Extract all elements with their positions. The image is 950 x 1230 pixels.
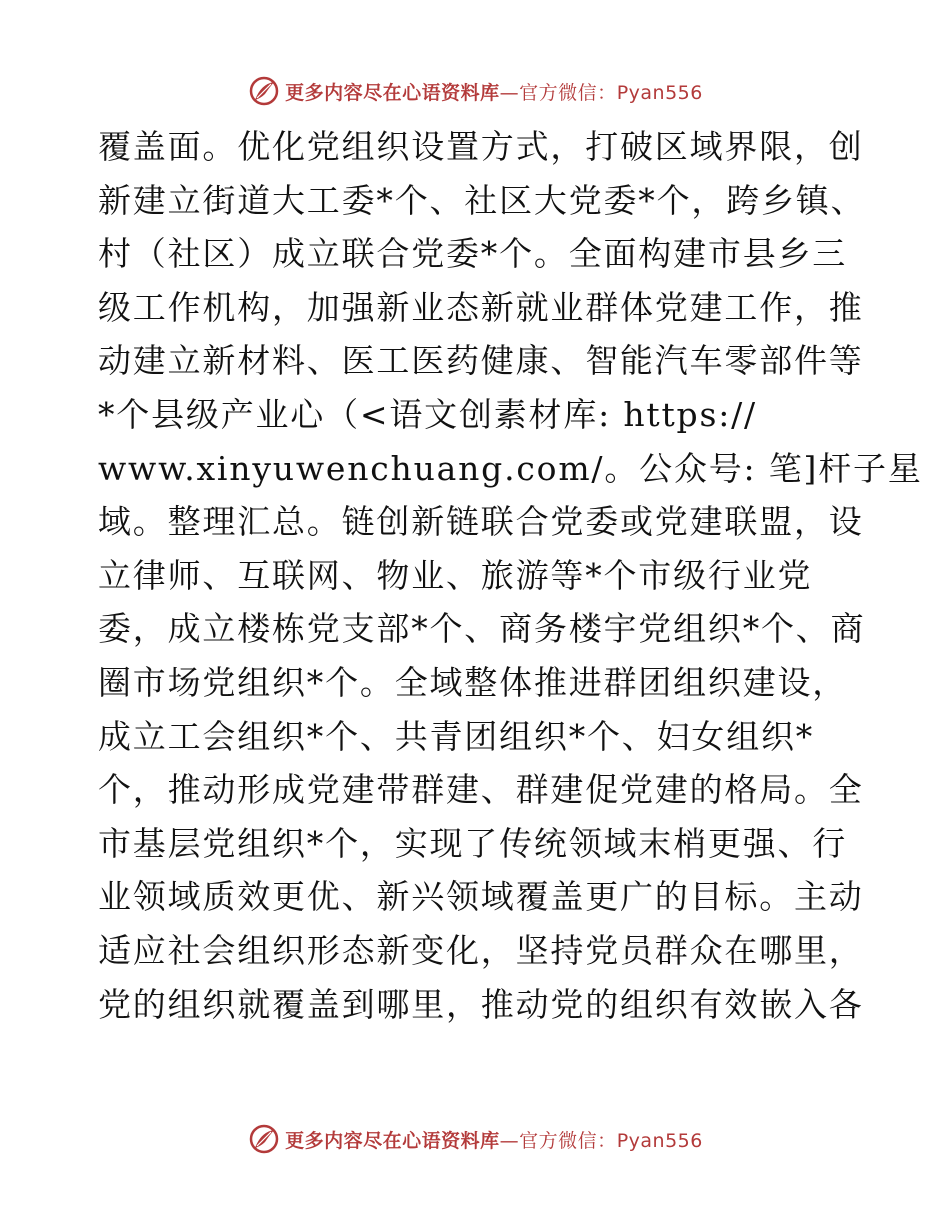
text-line: 立律师、互联网、物业、旅游等*个市级行业党 (98, 555, 813, 595)
text-line: 新建立街道大工委*个、社区大党委*个，跨乡镇、 (98, 180, 866, 220)
text-line: 覆盖面。优化党组织设置方式，打破区域界限，创 (98, 127, 864, 166)
text-line: 村（社区）成立联合党委*个。全面构建市县乡三 (98, 234, 848, 274)
text-line: 党的组织就覆盖到哪里，推动党的组织有效嵌入各 (98, 984, 864, 1024)
text-line: 动建立新材料、医工医药健康、智能汽车零部件等 (98, 341, 864, 381)
text-line: 域。整理汇总。链创新链联合党委或党建联盟，设 (98, 502, 864, 542)
watermark-separator: — (499, 1129, 520, 1152)
watermark-logo-icon (247, 74, 281, 108)
watermark-main-text: 更多内容尽在心语资料库 (285, 81, 500, 104)
watermark-separator: — (499, 81, 520, 104)
watermark-sub-text: 官方微信： (519, 1129, 617, 1152)
watermark-wechat-id: Pyan556 (616, 1129, 703, 1152)
text-line: *个县级产业心（<语文创素材库: https:// (98, 394, 757, 434)
text-line: 市基层党组织*个，实现了传统领域末梢更强、行 (98, 823, 848, 863)
watermark-wechat-id: Pyan556 (616, 81, 703, 104)
document-body (98, 120, 923, 1031)
watermark-main-text: 更多内容尽在心语资料库 (285, 1129, 500, 1152)
text-line: 级工作机构，加强新业态新就业群体党建工作，推 (98, 287, 864, 327)
text-line: www.xinyuwenchuang.com/。公众号: 笔]杆子星 (98, 448, 923, 488)
watermark-logo-icon (247, 1122, 281, 1156)
text-line: 圈市场党组织*个。全域整体推进群团组织建设， (98, 662, 848, 702)
text-line: 业领域质效更优、新兴领域覆盖更广的目标。主动 (98, 877, 864, 917)
text-line: 成立工会组织*个、共青团组织*个、妇女组织* (98, 716, 815, 756)
footer-watermark (0, 1119, 950, 1159)
text-line: 个，推动形成党建带群建、群建促党建的格局。全 (98, 770, 864, 810)
text-line: 适应社会组织形态新变化，坚持党员群众在哪里， (98, 930, 864, 970)
watermark-text (285, 1126, 703, 1153)
text-line: 委，成立楼栋党支部*个、商务楼宇党组织*个、商 (98, 609, 866, 649)
header-watermark (0, 71, 950, 111)
watermark-text (285, 78, 703, 105)
watermark-sub-text: 官方微信： (519, 81, 617, 104)
